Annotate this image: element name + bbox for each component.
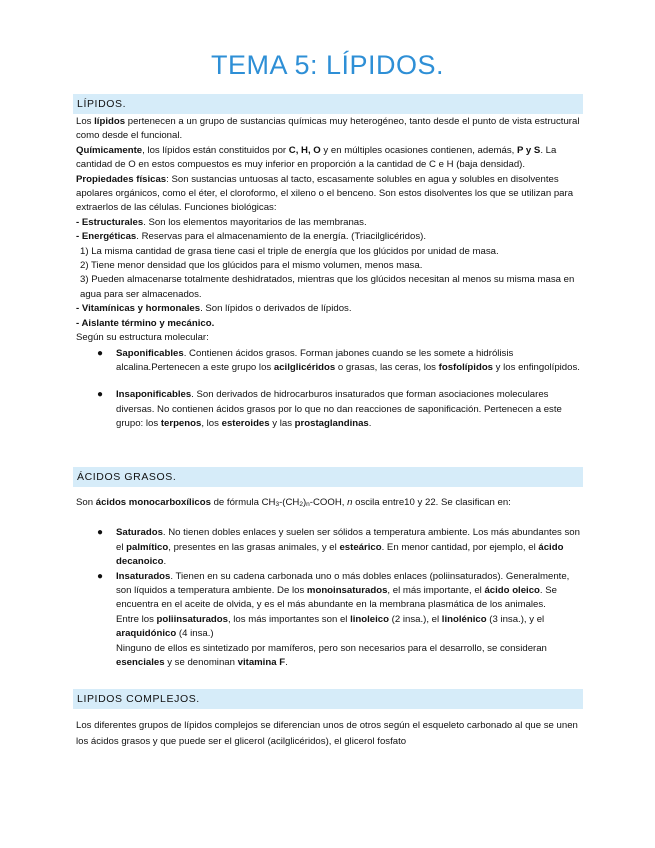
function-vitamin: - Vitamínicas y hormonales. Son lípidos o derivados de lípidos.	[76, 303, 352, 315]
list-item: ● Saponificables. Contienen ácidos grasos. Forman jabones cuando se les somete a hidrólisis alcalina.Pertenecen a este grupo los acilglicéridos o grasas, las ceras, los fosfolípidos y los enfingolípidos.	[97, 347, 580, 373]
bullet-icon: ●	[97, 570, 104, 582]
list-item: ● Saturados. No tienen dobles enlaces y suelen ser sólidos a temperatura ambiente. Los más abundantes son el palmítico, presentes en las grasas animales, y el esteárico. En menor cantidad, por ejemplo, el ácido decanoico.	[97, 527, 580, 568]
function-insulator: - Aislante término y mecánico.	[76, 317, 215, 329]
formula: $CH_3-(CH_2)_n$-COOH	[261, 497, 342, 508]
section-body-lipidos-complejos	[76, 718, 581, 749]
bullet-icon: ●	[97, 347, 104, 359]
properties-paragraph: Propiedades físicas: Son sustancias untuosas al tacto, escasamente solubles en agua y solubles en disolventes apolares orgánicos, como el éter, el cloroformo, el xileno o el benceno. Son estos disolventes los que se utilizan para extraerlos de las células. Funciones biológicas:	[76, 173, 574, 214]
section-body-lipidos	[76, 115, 581, 432]
bullet-icon: ●	[97, 527, 104, 539]
intro-paragraph: Los lípidos pertenecen a un grupo de sustancias químicas muy heterogéneo, tanto desde el punto de vista estructural como desde el funcional.	[76, 116, 580, 142]
section-heading-acidos-grasos: ÁCIDOS GRASOS.	[73, 467, 583, 487]
fatty-acid-types-list	[76, 526, 581, 670]
bullet-icon: ●	[97, 389, 104, 401]
section-heading-lipidos: LÍPIDOS.	[73, 94, 583, 114]
energy-point-2: 2) Tiene menor densidad que los glúcidos para el mismo volumen, menos masa.	[80, 260, 423, 272]
energy-point-3: 3) Pueden almacenarse totalmente deshidratados, mientras que los glúcidos necesitan al menos su misma masa en agua para ser almacenados.	[80, 274, 575, 300]
complex-lipids-paragraph: Los diferentes grupos de lípidos complejos se diferencian unos de otros según el esqueleto carbonado al que se unen los ácidos grasos y que puede ser el glicerol (acilglicéridos), el glicerol fosfato	[76, 720, 578, 747]
fatty-acid-definition: Son ácidos monocarboxílicos de fórmula $CH_3-(CH_2)_n$-COOH, n oscila entre10 y 22. Se clasifican en:	[76, 497, 511, 508]
function-structural: - Estructurales. Son los elementos mayoritarios de las membranas.	[76, 216, 367, 228]
section-body-acidos-grasos	[76, 496, 581, 670]
list-item: ● Insaponificables. Son derivados de hidrocarburos insaturados que forman asociaciones moleculares diversas. No contienen ácidos grasos por lo que no dan reacciones de saponificación. Pertenecen a este grupo: los terpenos, los esteroides y las prostaglandinas.	[97, 389, 562, 430]
chemistry-paragraph: Químicamente, los lípidos están constituidos por C, H, O y en múltiples ocasiones contienen, además, P y S. La cantidad de O en estos compuestos es muy inferior en proporción a la cantidad de C e H (baja densidad).	[76, 144, 557, 171]
structure-intro: Según su estructura molecular:	[76, 332, 209, 344]
page-title: TEMA 5: LÍPIDOS.	[210, 50, 445, 80]
section-heading-lipidos-complejos: LIPIDOS COMPLEJOS.	[73, 689, 583, 709]
energy-point-1: 1) La misma cantidad de grasa tiene casi el triple de energía que los glúcidos por unidad de masa.	[80, 245, 499, 257]
list-item: ● Insaturados. Tienen en su cadena carbonada uno o más dobles enlaces (poliinsaturados). Generalmente, son líquidos a temperatura ambiente. De los monoinsaturados, el más importante, el ácido oleico. Se encuentra en el aceite de olvida, y es el más abundante en la membrana plasmática de los animales. Entre los poliinsaturados, los más importantes son el linoleico (2 insa.), el linolénico (3 insa.), y el araquidónico (4 insa.) Ninguno de ellos es sintetizado por mamíferos, pero son necesarios para el desarrollo, se consideran esenciales y se denominan vitamina F.	[97, 570, 570, 669]
lipid-classes-list	[76, 347, 581, 432]
function-energetic: - Energéticas. Reservas para el almacenamiento de la energía. (Triacilglicéridos).	[76, 231, 426, 243]
